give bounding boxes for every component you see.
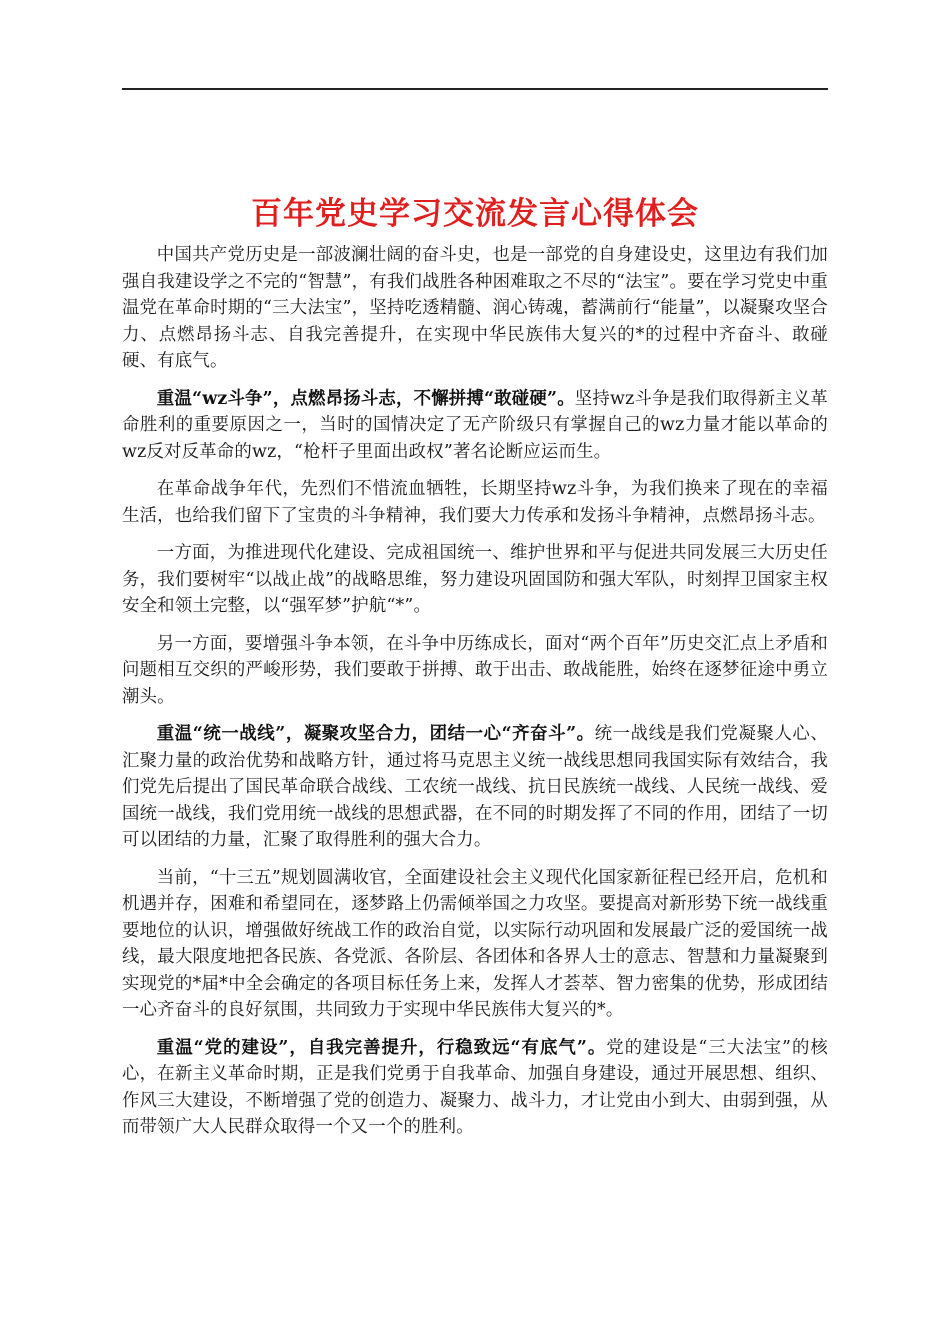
header-rule [122, 88, 828, 90]
paragraph-5 [122, 631, 828, 711]
paragraph-text: 当前，“十三五”规划圆满收官，全面建设社会主义现代化国家新征程已经开启，危机和机遇并存，困难和希望同在，逐梦路上仍需倾举国之力攻坚。要提高对新形势下统一战线重要地位的认识，增强做好统战工作的政治自觉，以实际行动巩固和发展最广泛的爱国统一战线，最大限度地把各民族、各党派、各阶层、各团体和各界人士的意志、智慧和力量凝聚到实现党的*届*中全会确定的各项目标任务上来，发挥人才荟萃、智力密集的优势，形成团结一心齐奋斗的良好氛围，共同致力于实现中华民族伟大复兴的*。 [122, 867, 828, 1020]
paragraph-1 [122, 242, 828, 375]
paragraph-text: 坚持wz斗争是我们取得新主义革命胜利的重要原因之一，当时的国情决定了无产阶级只有掌握自己的wz力量才能以革命的wz反对反革命的wz，“枪杆子里面出政权”著名论断应运而生。 [122, 388, 828, 462]
paragraph-text: 党的建设是“三大法宝”的核心，在新主义革命时期，正是我们党勇于自我革命、加强自身建设，通过开展思想、组织、作风三大建设，不断增强了党的创造力、凝聚力、战斗力，才让党由小到大、由弱到强，从而带领广大人民群众取得一个又一个的胜利。 [122, 1037, 828, 1137]
paragraph-text: 另一方面，要增强斗争本领，在斗争中历练成长，面对“两个百年”历史交汇点上矛盾和问题相互交织的严峻形势，我们要敢于拼搏、敢于出击、敢战能胜，始终在逐梦征途中勇立潮头。 [122, 633, 828, 707]
paragraph-text: 在革命战争年代，先烈们不惜流血牺牲，长期坚持wz斗争，为我们换来了现在的幸福生活，也给我们留下了宝贵的斗争精神，我们要大力传承和发扬斗争精神，点燃昂扬斗志。 [122, 479, 828, 526]
paragraph-text: 一方面，为推进现代化建设、完成祖国统一、维护世界和平与促进共同发展三大历史任务，我们要树牢“以战止战”的战略思维，努力建设巩固国防和强大军队，时刻捍卫国家主权安全和领土完整，以“强军梦”护航“*”。 [122, 543, 828, 616]
paragraph-lead: 重温“wz斗争”，点燃昂扬斗志，不懈拼搏“敢碰硬”。 [156, 388, 575, 409]
document-body [122, 242, 828, 1152]
paragraph-3 [122, 476, 828, 529]
paragraph-lead: 重温“党的建设”，自我完善提升，行稳致远“有底气”。 [156, 1037, 607, 1058]
paragraph-lead: 重温“统一战线”，凝聚攻坚合力，团结一心“齐奋斗”。 [156, 724, 595, 744]
paragraph-7 [122, 865, 828, 1024]
paragraph-4 [122, 540, 828, 620]
paragraph-6 [122, 721, 828, 854]
document-title: 百年党史学习交流发言心得体会 [251, 196, 699, 232]
paragraph-8 [122, 1035, 828, 1141]
paragraph-text: 统一战线是我们党凝聚人心、汇聚力量的政治优势和战略方针，通过将马克思主义统一战线思想同我国实际有效结合，我们党先后提出了国民革命联合战线、工农统一战线、抗日民族统一战线、人民统一战线、爱国统一战线，我们党用统一战线的思想武器，在不同的时期发挥了不同的作用，团结了一切可以团结的力量，汇聚了取得胜利的强大合力。 [122, 724, 828, 850]
paragraph-text: 中国共产党历史是一部波澜壮阔的奋斗史，也是一部党的自身建设史，这里边有我们加强自我建设学之不完的“智慧”，有我们战胜各种困难取之不尽的“法宝”。要在学习党史中重温党在革命时期的“三大法宝”，坚持吃透精髓、润心铸魂，蓄满前行“能量”，以凝聚攻坚合力、点燃昂扬斗志、自我完善提升，在实现中华民族伟大复兴的*的过程中齐奋斗、敢碰硬、有底气。 [122, 245, 828, 371]
paragraph-2 [122, 386, 828, 466]
